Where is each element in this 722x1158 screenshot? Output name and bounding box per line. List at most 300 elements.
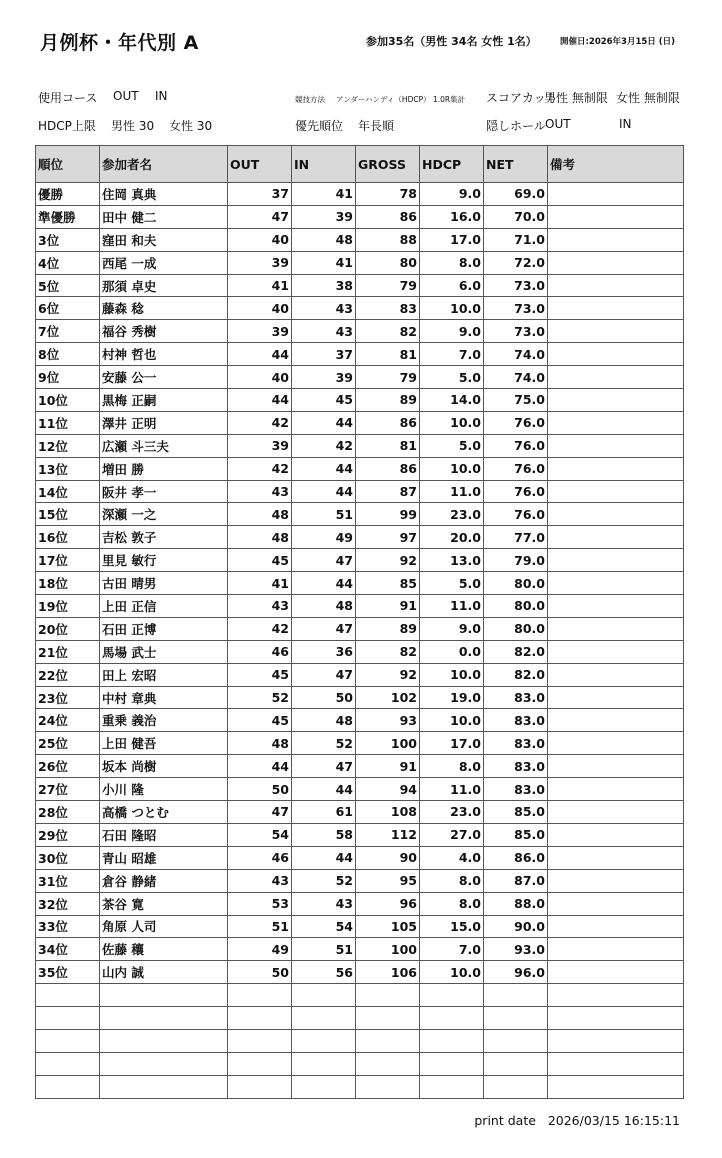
cell-gross: 86 [356,411,420,434]
cell-remarks [548,434,684,457]
cell-in: 49 [292,526,356,549]
hidden-hole-in: IN [619,117,632,131]
cell-out: 40 [228,228,292,251]
cell-remarks [548,274,684,297]
cell-in: 58 [292,823,356,846]
scorecut-label: スコアカット [486,91,558,105]
cell-remarks [548,640,684,663]
cell-remarks [548,961,684,984]
cell-remarks [548,801,684,824]
table-row [36,526,684,549]
cell-out: 46 [228,640,292,663]
cell-in: 44 [292,457,356,480]
cell-rank: 23位 [36,686,100,709]
cell-in: 36 [292,640,356,663]
cell-out: 45 [228,549,292,572]
cell-net [484,984,548,1007]
cell-remarks [548,183,684,206]
cell-out: 54 [228,823,292,846]
cell-net: 83.0 [484,709,548,732]
table-row [36,1075,684,1098]
cell-name: 村神 哲也 [100,343,228,366]
table-row [36,595,684,618]
cell-rank [36,1075,100,1098]
cell-net [484,1029,548,1052]
cell-out: 47 [228,205,292,228]
cell-out: 50 [228,778,292,801]
table-row [36,892,684,915]
cell-remarks [548,411,684,434]
cell-in: 61 [292,801,356,824]
cell-name: 石田 隆昭 [100,823,228,846]
cell-out [228,1007,292,1030]
cell-out: 42 [228,457,292,480]
cell-hdcp: 10.0 [420,709,484,732]
cell-name: 田上 宏昭 [100,663,228,686]
cell-remarks [548,503,684,526]
cell-hdcp: 15.0 [420,915,484,938]
cell-gross [356,1029,420,1052]
cell-net: 74.0 [484,343,548,366]
cell-rank [36,1029,100,1052]
cell-hdcp: 17.0 [420,732,484,755]
cell-name: 窪田 和夫 [100,228,228,251]
cell-in: 47 [292,617,356,640]
cell-net: 83.0 [484,732,548,755]
cell-remarks [548,823,684,846]
cell-gross: 112 [356,823,420,846]
cell-remarks [548,709,684,732]
results-table [35,145,684,1099]
cell-rank: 4位 [36,251,100,274]
cell-net: 82.0 [484,663,548,686]
cell-hdcp [420,1007,484,1030]
cell-name: 石田 正博 [100,617,228,640]
cell-remarks [548,595,684,618]
table-row [36,961,684,984]
table-row [36,915,684,938]
column-header-hdcp: HDCP [420,146,484,183]
table-row [36,1007,684,1030]
cell-rank: 15位 [36,503,100,526]
cell-name: 中村 章典 [100,686,228,709]
cell-gross: 89 [356,389,420,412]
cell-net: 83.0 [484,778,548,801]
cell-gross: 86 [356,205,420,228]
cell-hdcp: 16.0 [420,205,484,228]
cell-net: 76.0 [484,434,548,457]
cell-out: 40 [228,366,292,389]
cell-hdcp: 23.0 [420,801,484,824]
cell-name: 上田 正信 [100,595,228,618]
cell-net: 72.0 [484,251,548,274]
cell-name: 深瀬 一之 [100,503,228,526]
cell-out [228,1075,292,1098]
cell-remarks [548,480,684,503]
cell-rank: 3位 [36,228,100,251]
page-title: 月例杯・年代別 A [40,32,199,54]
cell-gross: 91 [356,595,420,618]
priority-value: 年長順 [358,119,395,133]
cell-out: 44 [228,343,292,366]
cell-gross: 85 [356,572,420,595]
cell-net: 76.0 [484,503,548,526]
column-header-rank: 順位 [36,146,100,183]
cell-remarks [548,1075,684,1098]
cell-rank: 9位 [36,366,100,389]
cell-hdcp: 5.0 [420,434,484,457]
cell-in: 44 [292,411,356,434]
cell-net: 90.0 [484,915,548,938]
cell-name: 阪井 孝一 [100,480,228,503]
course-in: IN [155,89,168,103]
cell-rank: 11位 [36,411,100,434]
cell-in: 43 [292,892,356,915]
cell-out: 53 [228,892,292,915]
cell-gross: 108 [356,801,420,824]
cell-net: 69.0 [484,183,548,206]
cell-out: 43 [228,480,292,503]
cell-gross: 81 [356,343,420,366]
cell-remarks [548,251,684,274]
column-header-net: NET [484,146,548,183]
table-row [36,274,684,297]
cell-rank: 14位 [36,480,100,503]
cell-gross: 99 [356,503,420,526]
cell-gross: 87 [356,480,420,503]
cell-hdcp: 8.0 [420,892,484,915]
cell-hdcp: 10.0 [420,961,484,984]
cell-remarks [548,846,684,869]
cell-hdcp [420,1075,484,1098]
cell-name: 里見 敏行 [100,549,228,572]
cell-remarks [548,869,684,892]
cell-hdcp: 11.0 [420,778,484,801]
cell-remarks [548,297,684,320]
hdcp-limit-label: HDCP上限 [38,119,96,133]
cell-name: 重乗 義治 [100,709,228,732]
cell-out: 45 [228,663,292,686]
cell-out: 48 [228,732,292,755]
cell-rank: 13位 [36,457,100,480]
cell-net: 71.0 [484,228,548,251]
course-label: 使用コース [38,91,98,105]
cell-name: 西尾 一成 [100,251,228,274]
cell-in: 44 [292,572,356,595]
cell-net: 85.0 [484,801,548,824]
cell-gross: 79 [356,274,420,297]
scorecut-male: 男性 無制限 [544,91,608,105]
column-header-gross: GROSS [356,146,420,183]
cell-hdcp [420,1052,484,1075]
table-row [36,320,684,343]
table-row [36,801,684,824]
cell-name: 茶谷 寛 [100,892,228,915]
cell-hdcp: 9.0 [420,617,484,640]
cell-in: 38 [292,274,356,297]
cell-remarks [548,686,684,709]
cell-remarks [548,526,684,549]
cell-hdcp: 11.0 [420,480,484,503]
cell-name: 坂本 尚樹 [100,755,228,778]
cell-remarks [548,892,684,915]
cell-hdcp: 20.0 [420,526,484,549]
cell-net: 77.0 [484,526,548,549]
cell-gross: 82 [356,640,420,663]
cell-hdcp: 8.0 [420,869,484,892]
cell-gross: 106 [356,961,420,984]
cell-rank: 34位 [36,938,100,961]
cell-rank: 24位 [36,709,100,732]
print-date [474,1113,680,1128]
cell-name [100,984,228,1007]
table-row [36,938,684,961]
cell-net: 76.0 [484,457,548,480]
cell-gross: 90 [356,846,420,869]
cell-hdcp [420,984,484,1007]
cell-net: 70.0 [484,205,548,228]
cell-rank: 27位 [36,778,100,801]
cell-gross: 88 [356,228,420,251]
cell-in [292,1075,356,1098]
cell-hdcp: 27.0 [420,823,484,846]
cell-rank: 28位 [36,801,100,824]
cell-rank [36,984,100,1007]
cell-rank [36,1007,100,1030]
cell-in: 47 [292,755,356,778]
cell-name: 福谷 秀樹 [100,320,228,343]
table-row [36,640,684,663]
table-row [36,366,684,389]
cell-rank: 8位 [36,343,100,366]
table-row [36,411,684,434]
cell-name [100,1075,228,1098]
priority-label: 優先順位 [295,119,344,133]
cell-in: 52 [292,869,356,892]
cell-remarks [548,755,684,778]
cell-net: 76.0 [484,411,548,434]
cell-hdcp: 11.0 [420,595,484,618]
table-header-row [36,146,684,183]
cell-out: 47 [228,801,292,824]
cell-remarks [548,1052,684,1075]
table-row [36,503,684,526]
cell-name: 田中 健二 [100,205,228,228]
cell-name: 黒梅 正嗣 [100,389,228,412]
cell-gross: 79 [356,366,420,389]
cell-out: 49 [228,938,292,961]
cell-net: 80.0 [484,617,548,640]
cell-out: 41 [228,572,292,595]
cell-rank: 16位 [36,526,100,549]
cell-gross: 78 [356,183,420,206]
cell-hdcp: 6.0 [420,274,484,297]
cell-out: 51 [228,915,292,938]
cell-out: 41 [228,274,292,297]
column-header-name: 参加者名 [100,146,228,183]
cell-in: 51 [292,938,356,961]
cell-gross: 80 [356,251,420,274]
cell-gross [356,984,420,1007]
cell-name [100,1052,228,1075]
print-date-label: print date [474,1113,536,1128]
cell-hdcp: 9.0 [420,183,484,206]
cell-name: 馬場 武士 [100,640,228,663]
cell-net: 96.0 [484,961,548,984]
cell-hdcp: 10.0 [420,663,484,686]
cell-in: 37 [292,343,356,366]
cell-in: 39 [292,205,356,228]
table-row [36,228,684,251]
cell-hdcp: 13.0 [420,549,484,572]
cell-out: 44 [228,389,292,412]
cell-net [484,1075,548,1098]
cell-remarks [548,732,684,755]
cell-net: 85.0 [484,823,548,846]
cell-name: 那須 卓史 [100,274,228,297]
cell-remarks [548,549,684,572]
cell-hdcp: 10.0 [420,457,484,480]
cell-remarks [548,572,684,595]
cell-hdcp: 10.0 [420,411,484,434]
cell-in: 47 [292,549,356,572]
cell-gross [356,1052,420,1075]
table-row [36,457,684,480]
cell-out: 42 [228,411,292,434]
cell-hdcp: 14.0 [420,389,484,412]
cell-net: 82.0 [484,640,548,663]
table-row [36,572,684,595]
table-row [36,297,684,320]
cell-in [292,984,356,1007]
hidden-hole-label: 隠しホール [486,119,546,133]
cell-out: 48 [228,503,292,526]
cell-rank: 30位 [36,846,100,869]
hdcp-limit-male: 男性 30 [111,119,155,133]
cell-net: 83.0 [484,686,548,709]
cell-in: 51 [292,503,356,526]
cell-rank: 10位 [36,389,100,412]
table-row [36,251,684,274]
cell-in: 45 [292,389,356,412]
cell-gross: 91 [356,755,420,778]
cell-remarks [548,617,684,640]
cell-rank: 31位 [36,869,100,892]
cell-name: 増田 勝 [100,457,228,480]
cell-remarks [548,663,684,686]
cell-hdcp: 19.0 [420,686,484,709]
cell-gross: 92 [356,663,420,686]
cell-name: 藤森 稔 [100,297,228,320]
cell-rank: 18位 [36,572,100,595]
cell-name: 広瀬 斗三夫 [100,434,228,457]
table-row [36,1029,684,1052]
cell-in: 52 [292,732,356,755]
cell-remarks [548,389,684,412]
cell-in: 41 [292,183,356,206]
cell-remarks [548,366,684,389]
cell-net: 83.0 [484,755,548,778]
cell-hdcp: 5.0 [420,572,484,595]
cell-net: 79.0 [484,549,548,572]
cell-out: 40 [228,297,292,320]
cell-name: 角原 人司 [100,915,228,938]
cell-out: 46 [228,846,292,869]
cell-gross: 93 [356,709,420,732]
cell-name: 倉谷 静緒 [100,869,228,892]
cell-out: 43 [228,595,292,618]
cell-out: 50 [228,961,292,984]
cell-name: 山内 誠 [100,961,228,984]
cell-gross: 81 [356,434,420,457]
cell-net: 76.0 [484,480,548,503]
column-header-remarks: 備考 [548,146,684,183]
cell-hdcp: 0.0 [420,640,484,663]
table-row [36,846,684,869]
cell-rank: 12位 [36,434,100,457]
cell-name: 古田 晴男 [100,572,228,595]
cell-remarks [548,343,684,366]
cell-name [100,1007,228,1030]
cell-in: 44 [292,480,356,503]
table-row [36,617,684,640]
cell-hdcp: 10.0 [420,297,484,320]
cell-gross: 102 [356,686,420,709]
cell-net [484,1007,548,1030]
cell-hdcp: 8.0 [420,755,484,778]
cell-remarks [548,320,684,343]
cell-out [228,984,292,1007]
cell-out: 37 [228,183,292,206]
cell-in: 47 [292,663,356,686]
cell-in: 48 [292,228,356,251]
cell-hdcp: 17.0 [420,228,484,251]
table-row [36,686,684,709]
cell-remarks [548,938,684,961]
cell-remarks [548,1029,684,1052]
cell-name: 吉松 敦子 [100,526,228,549]
cell-rank: 6位 [36,297,100,320]
table-row [36,183,684,206]
cell-in: 56 [292,961,356,984]
cell-out: 43 [228,869,292,892]
cell-hdcp: 23.0 [420,503,484,526]
cell-out: 45 [228,709,292,732]
cell-net [484,1052,548,1075]
cell-out [228,1029,292,1052]
cell-rank: 優勝 [36,183,100,206]
cell-in: 48 [292,709,356,732]
cell-in: 54 [292,915,356,938]
cell-name: 青山 昭雄 [100,846,228,869]
cell-gross: 100 [356,938,420,961]
cell-rank: 21位 [36,640,100,663]
cell-out: 39 [228,434,292,457]
column-header-out: OUT [228,146,292,183]
column-header-in: IN [292,146,356,183]
table-row [36,205,684,228]
table-row [36,755,684,778]
course-out: OUT [113,89,139,103]
table-row [36,984,684,1007]
table-row [36,389,684,412]
event-date: 開催日:2026年3月15日 (日) [560,37,676,47]
cell-remarks [548,915,684,938]
cell-in: 43 [292,320,356,343]
cell-gross: 100 [356,732,420,755]
cell-net: 80.0 [484,595,548,618]
cell-gross: 82 [356,320,420,343]
